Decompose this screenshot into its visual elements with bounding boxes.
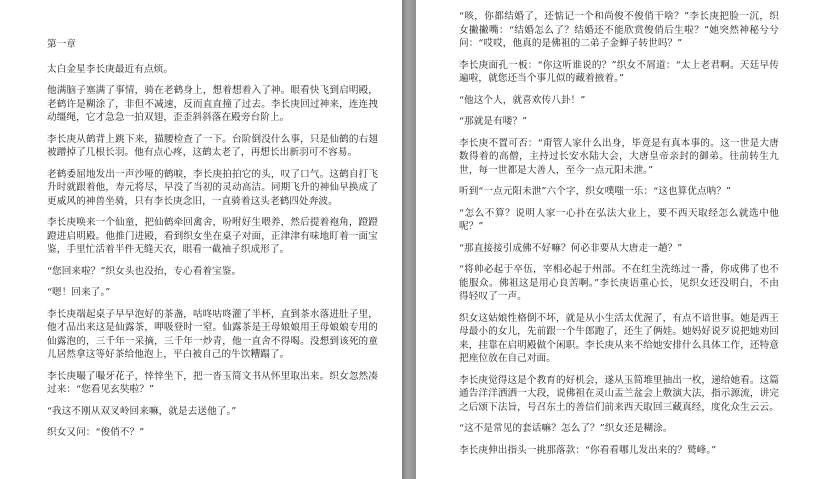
paragraph: “那就是有喽？” [459, 116, 528, 127]
paragraph: 老鹤委屈地发出一声沙哑的鹤唳，李长庚拍拍它的头，叹了口气。这鹤自打飞升时就跟着他，寿元将尽，早没了当初的灵动高洁。同期飞升的神仙早换成了更威风的神兽坐骑，只有李长庚念旧，一直骑着这头老鹤四处奔波。 [47, 168, 378, 207]
paragraph: 李长庚从鹤背上跳下来，猫腰检查了一下。台阶倒没什么事，只是仙鹤的右翅被蹭掉了几根长羽。他有点心疼，这鹤太老了，再想长出新羽可不容易。 [47, 133, 378, 158]
paragraph: “嗯！回来了。” [47, 287, 111, 298]
paragraph: 织女又问：“俊俏不？” [47, 427, 145, 438]
paragraph: 李长庚嘬了嘬牙花子，悻悻坐下，把一沓玉简文书从怀里取出来。织女忽然凑过来：“您看见玄奘啦？” [47, 370, 378, 395]
paragraph: 李长庚面孔一板：“你这听谁说的？”织女不屑道：“太上老君啊。天廷早传遍啦，就您还当个事儿似的藏着掖着。” [459, 59, 779, 84]
paragraph: 李长庚不置可否：“甭管人家什么出身，毕竟是有真本事的。这一世是大唐数得着的高僧，主持过长安水陆大会，大唐皇帝亲封的御弟。往前转生九世，每一世都是大善人，至今一点元阳未泄。” [459, 137, 779, 176]
paragraph: 听到“一点元阳未泄”六个字，织女噗嗤一乐：“这也算优点呐？” [459, 186, 732, 197]
paragraph: 李长庚伸出指头一挑那落款：“你看看哪儿发出来的？鹫峰。” [459, 444, 717, 456]
paragraph: 李长庚觉得这是个教育的好机会，遂从玉简堆里抽出一枚，递给她看。这篇通告洋洋洒洒一大段，说佛祖在灵山盂兰盆会上敷演大法，指示源流，讲完之后颂下法旨，号召东土的善信们前来西天取回三藏真经，度化众生云云。 [459, 374, 779, 413]
paragraph: “那直接接引成佛不好嘛？何必非要从大唐走一趟？” [459, 242, 683, 254]
paragraph: 李长庚唤来一个仙童，把仙鹤牵回禽舍，吩咐好生喂养，然后提着袍角，蹬蹬蹬进启明殿。他推门进殿，看到织女坐在桌子对面，正津津有味地盯着一面宝鉴，手里忙活着半件无缝天衣，眼看一截袖子织成形了。 [47, 217, 378, 255]
left-page [0, 0, 402, 479]
paragraph: “咳，你都结婚了，还惦记一个和尚俊不俊俏干啥？”李长庚把脸一沉，织女撇撇嘴：“结婚怎么了？结婚还不能欣赏俊俏后生啦？”她突然神秘兮兮问：“哎哎，他真的是佛祖的二弟子金蝉子转世吗？” [459, 11, 779, 49]
paragraph: “怎么不算？说明人家一心扑在弘法大业上，要不西天取经怎么就选中他呢？” [459, 207, 779, 232]
page-gutter [402, 0, 416, 479]
paragraph: 织女这姑娘性格倒不坏，就是从小生活太优渥了，有点不谙世事。她是西王母最小的女儿，先前跟一个牛郎跑了，还生了俩娃。她妈好说歹说把她劝回来，挂靠在启明殿做个闲职。李长庚从来不给她安排什么具体工作，还特意把座位放在自己对面。 [459, 312, 779, 364]
paragraph: “将帅必起于卒伍，宰相必起于州部。不在红尘洗练过一番，你成佛了也不能服众。佛祖这是用心良苦啊。”李长庚语重心长，见织女还没明白，不由得轻叹了一声。 [459, 264, 779, 302]
paragraph: “您回来啦？”织女头也没抬，专心看着宝鉴。 [47, 265, 242, 277]
chapter-title: 第一章 [47, 39, 77, 50]
paragraph: 李长庚端起桌子早早泡好的茶盏，咕咚咕咚灌了半杯，直到茶水落进肚子里，他才品出来这是仙露茶，呷吸登时一窒。仙露茶是王母娘娘用王母娘娘专用的仙露泡的，三千年一采摘，三千年一炒青，他一直舍不得喝。没想到该死的童儿居然拿这等好茶给他泡上，平白被自己的牛饮糟蹋了。 [47, 308, 378, 360]
right-page [416, 0, 819, 479]
paragraph: 太白金星李长庚最近有点烦。 [47, 63, 174, 75]
paragraph: “我这不刚从双叉岭回来嘛，就是去送他了。” [47, 405, 237, 417]
paragraph: 他满脑子塞满了事情，骑在老鹤身上，想着想着入了神。眼看快飞到启明殿，老鹤许是糊涂了，非但不减速，反而直直撞了过去。李长庚回过神来，连连拽动缰绳，它才急急一拍双翅，歪歪斜斜落在殿旁台阶上。 [47, 85, 378, 123]
paragraph: “他这个人，就喜欢传八卦！” [459, 94, 586, 106]
paragraph: “这不是常见的套话嘛？怎么了？”织女还是糊涂。 [459, 423, 673, 434]
